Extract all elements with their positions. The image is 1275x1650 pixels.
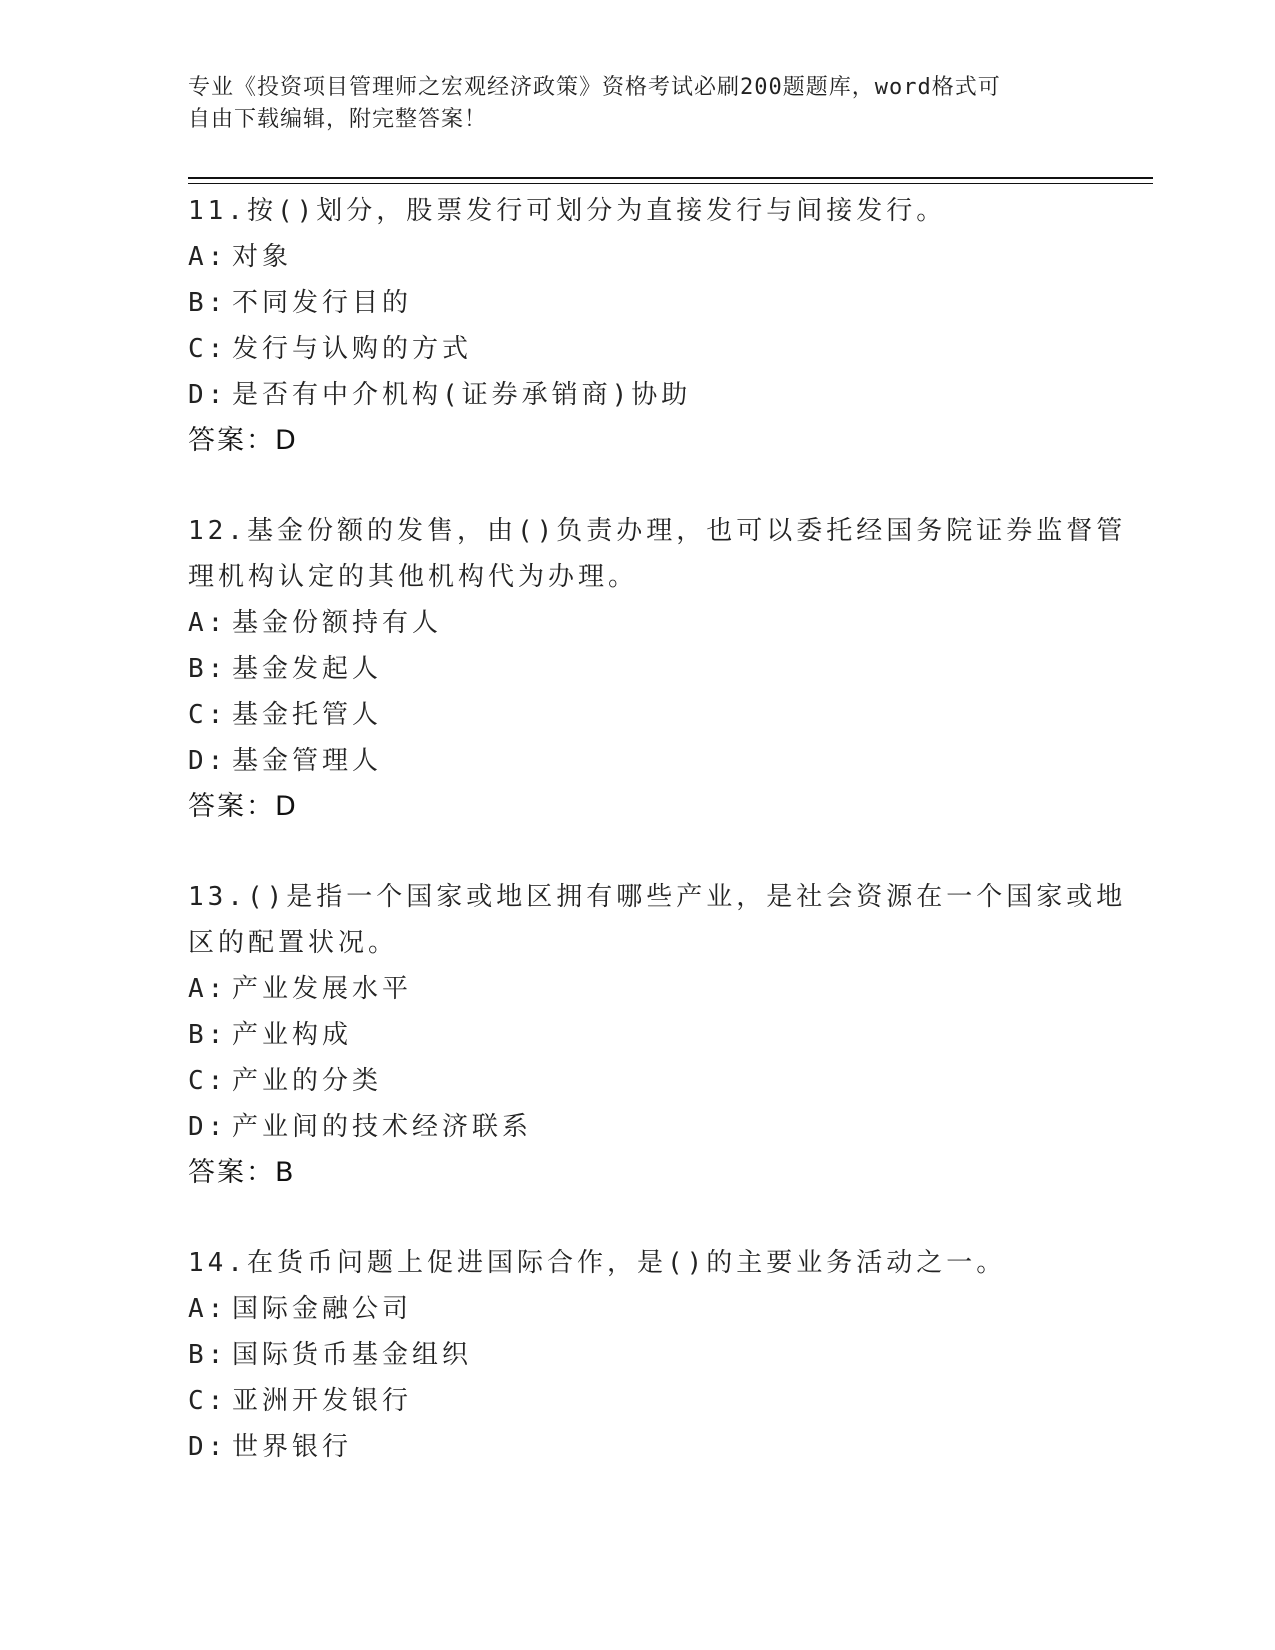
- question-stem-line: 理机构认定的其他机构代为办理。: [188, 562, 639, 592]
- header-divider-thick: [188, 177, 1153, 179]
- option-letter: D:: [188, 1112, 228, 1142]
- header-title-line-2: 自由下载编辑，附完整答案！: [188, 107, 488, 132]
- question-stem: [188, 874, 1127, 966]
- option-b: [188, 646, 1088, 692]
- option-letter: A:: [188, 974, 228, 1004]
- question-stem-line: 12.基金份额的发售，由()负责办理，也可以委托经国务院证券监督管: [188, 516, 1127, 546]
- document-header: [188, 72, 1068, 136]
- option-text: 发行与认购的方式: [232, 334, 473, 364]
- option-text: 亚洲开发银行: [232, 1386, 413, 1416]
- option-letter: B:: [188, 1020, 228, 1050]
- option-letter: C:: [188, 700, 228, 730]
- question-stem-line: 13.()是指一个国家或地区拥有哪些产业，是社会资源在一个国家或地: [188, 882, 1127, 912]
- option-d: [188, 738, 1088, 784]
- option-text: 基金发起人: [232, 654, 383, 684]
- question-stem-line: 14.在货币问题上促进国际合作，是()的主要业务活动之一。: [188, 1248, 1007, 1278]
- option-letter: C:: [188, 1386, 228, 1416]
- option-b: [188, 280, 1088, 326]
- option-d: [188, 372, 1088, 418]
- option-letter: A:: [188, 608, 228, 638]
- option-c: [188, 1378, 1088, 1424]
- option-letter: B:: [188, 654, 228, 684]
- option-a: [188, 234, 1088, 280]
- option-letter: D:: [188, 380, 228, 410]
- answer-line: 答案：D: [188, 425, 298, 456]
- option-letter: D:: [188, 1432, 228, 1462]
- question-stem: [188, 1240, 1088, 1286]
- option-text: 产业发展水平: [232, 974, 413, 1004]
- option-text: 国际金融公司: [232, 1294, 413, 1324]
- option-letter: A:: [188, 1294, 228, 1324]
- question-list: [188, 188, 1127, 1514]
- option-a: [188, 1286, 1088, 1332]
- option-letter: B:: [188, 288, 228, 318]
- option-text: 产业构成: [232, 1020, 353, 1050]
- question-11: [188, 188, 1088, 464]
- question-12: [188, 508, 1127, 830]
- option-letter: C:: [188, 1066, 228, 1096]
- header-divider-thin: [188, 183, 1153, 184]
- question-13: [188, 874, 1127, 1196]
- option-text: 产业的分类: [232, 1066, 383, 1096]
- question-stem: [188, 508, 1127, 600]
- option-text: 基金托管人: [232, 700, 383, 730]
- option-text: 国际货币基金组织: [232, 1340, 473, 1370]
- option-text: 基金管理人: [232, 746, 383, 776]
- question-stem: [188, 188, 1088, 234]
- option-text: 基金份额持有人: [232, 608, 443, 638]
- option-d: [188, 1424, 1088, 1470]
- question-14: [188, 1240, 1088, 1470]
- option-b: [188, 1012, 1088, 1058]
- header-title-line-1: 专业《投资项目管理师之宏观经济政策》资格考试必刷200题题库，word格式可: [188, 75, 1001, 100]
- option-text: 不同发行目的: [232, 288, 413, 318]
- question-stem-line: 区的配置状况。: [188, 928, 399, 958]
- option-d: [188, 1104, 1088, 1150]
- answer-line: 答案：B: [188, 1157, 296, 1188]
- option-a: [188, 966, 1088, 1012]
- option-letter: C:: [188, 334, 228, 364]
- option-c: [188, 1058, 1088, 1104]
- option-text: 世界银行: [232, 1432, 353, 1462]
- option-text: 对象: [232, 242, 293, 272]
- option-text: 是否有中介机构(证券承销商)协助: [232, 380, 692, 410]
- option-c: [188, 326, 1088, 372]
- option-c: [188, 692, 1088, 738]
- option-b: [188, 1332, 1088, 1378]
- answer-line: 答案：D: [188, 791, 298, 822]
- option-text: 产业间的技术经济联系: [232, 1112, 533, 1142]
- option-letter: D:: [188, 746, 228, 776]
- option-letter: A:: [188, 242, 228, 272]
- option-letter: B:: [188, 1340, 228, 1370]
- question-stem-line: 11.按()划分，股票发行可划分为直接发行与间接发行。: [188, 196, 947, 226]
- option-a: [188, 600, 1088, 646]
